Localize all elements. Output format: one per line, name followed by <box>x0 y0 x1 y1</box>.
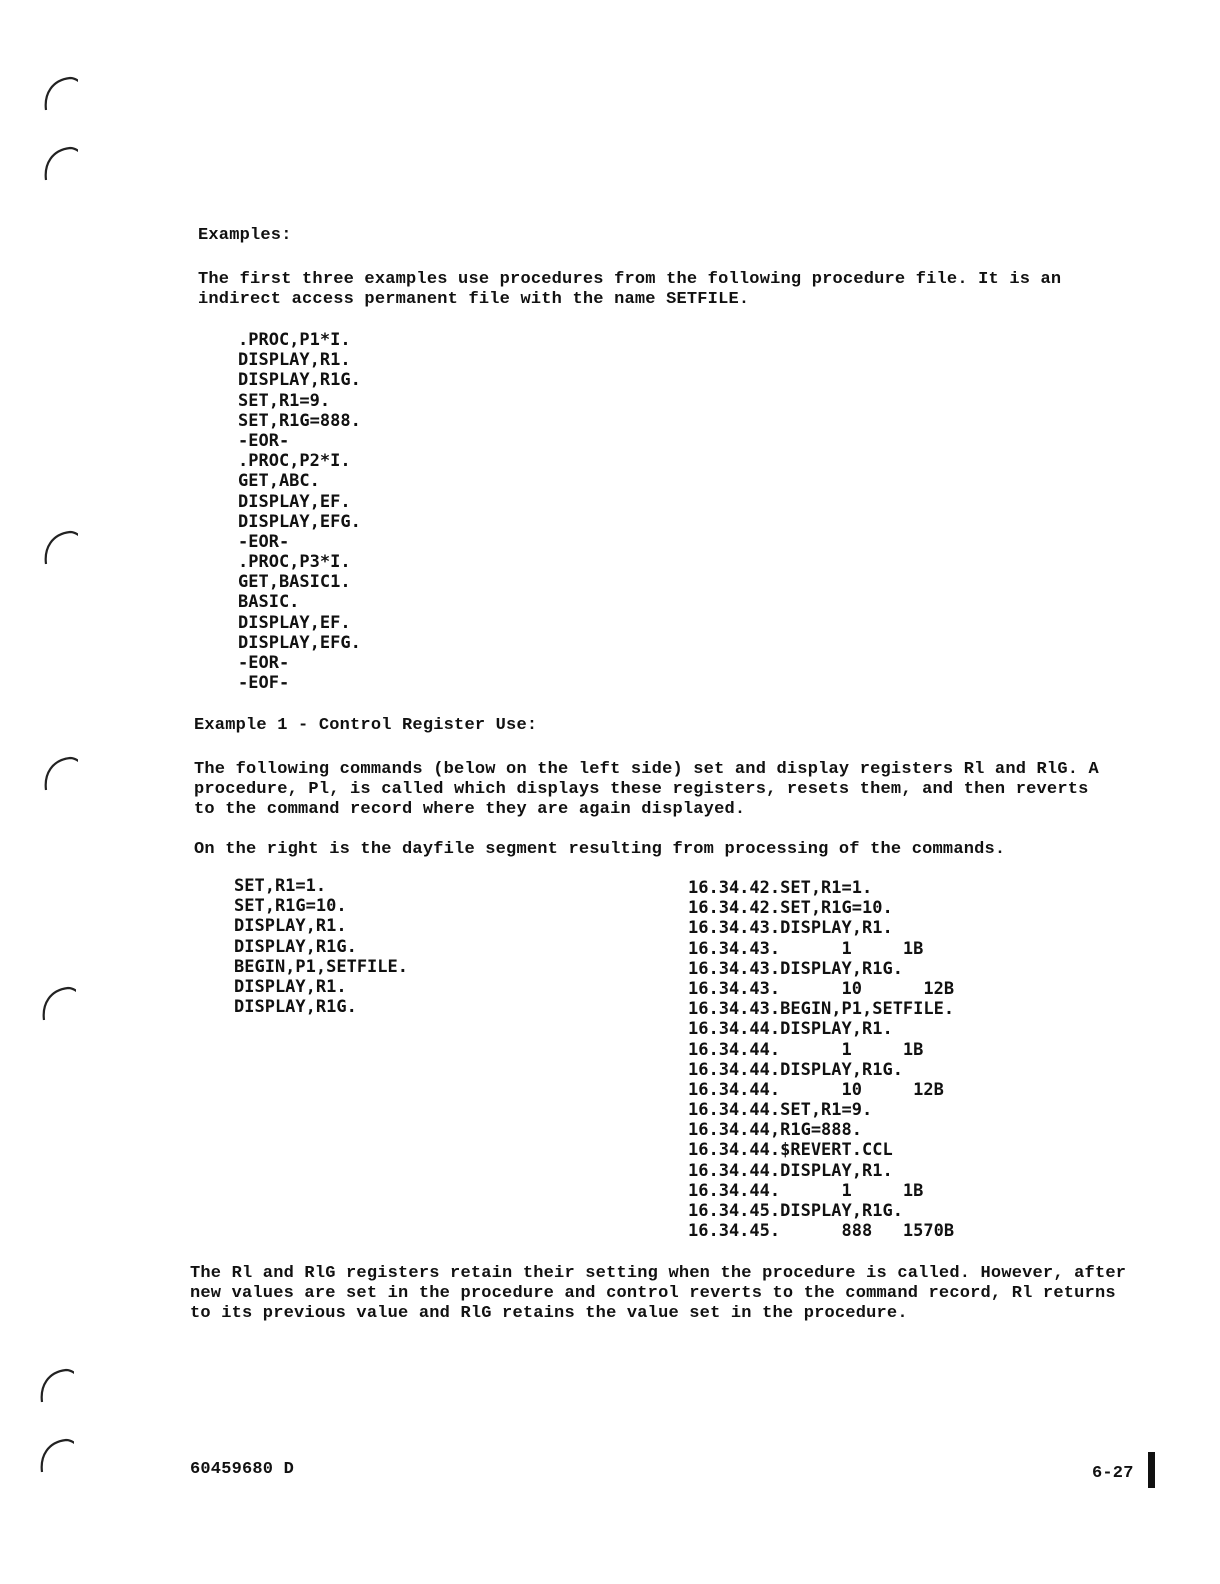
dayfile-intro-paragraph: On the right is the dayfile segment resulting from processing of the commands. <box>194 840 1006 859</box>
intro-paragraph: The first three examples use procedures from the following procedure file. It is an indirect access permanent file with the name SETFILE. <box>198 270 1062 309</box>
procedure-line: -EOR- <box>238 430 290 451</box>
procedure-line: DISPLAY,EFG. <box>238 632 361 653</box>
procedure-line: SET,R1=9. <box>238 390 331 411</box>
commands-listing <box>234 876 408 1017</box>
document-number: 60459680 D <box>190 1460 295 1479</box>
dayfile-line: 16.34.45.DISPLAY,R1G. <box>688 1201 903 1221</box>
dayfile-line: 16.34.43. 10 12B <box>688 978 955 999</box>
dayfile-line: 16.34.43. 1 1B <box>688 938 924 959</box>
page-number: 6-27 <box>1092 1464 1134 1483</box>
command-line: DISPLAY,R1G. <box>234 936 357 957</box>
dayfile-line: 16.34.43.BEGIN,P1,SETFILE. <box>688 999 955 1020</box>
procedure-line: DISPLAY,R1. <box>238 350 351 371</box>
command-line: SET,R1G=10. <box>234 896 347 917</box>
procedure-line: GET,ABC. <box>238 471 320 492</box>
punch-hole-mark <box>34 1366 74 1406</box>
procedure-line: DISPLAY,EFG. <box>238 511 361 532</box>
dayfile-line: 16.34.44.DISPLAY,R1. <box>688 1160 893 1181</box>
punch-hole-mark <box>34 1436 74 1476</box>
procedure-line: .PROC,P2*I. <box>238 451 351 472</box>
conclusion-paragraph: The Rl and RlG registers retain their setting when the procedure is called. However, after new values are set in the procedure and control reverts to the command record, Rl returns to its previous value and RlG retains the value set in the procedure. <box>190 1264 1127 1323</box>
example1-paragraph: The following commands (below on the left side) set and display registers Rl and RlG. A procedure, Pl, is called which displays these registers, resets them, and then reverts to the command record where they are again displayed. <box>194 760 1099 819</box>
procedure-line: .PROC,P1*I. <box>238 330 351 350</box>
punch-hole-mark <box>38 144 78 184</box>
punch-hole-mark <box>36 984 76 1024</box>
procedure-line: .PROC,P3*I. <box>238 552 351 573</box>
revision-bar <box>1148 1452 1155 1488</box>
punch-hole-mark <box>38 528 78 568</box>
procedure-line: BASIC. <box>238 592 300 613</box>
dayfile-line: 16.34.44.SET,R1=9. <box>688 1100 873 1121</box>
dayfile-line: 16.34.44. 10 12B <box>688 1079 944 1100</box>
procedure-line: GET,BASIC1. <box>238 572 351 593</box>
dayfile-listing <box>688 878 954 1241</box>
procedure-file-listing <box>238 330 361 693</box>
dayfile-line: 16.34.44.DISPLAY,R1. <box>688 1019 893 1040</box>
command-line: DISPLAY,R1. <box>234 916 347 937</box>
examples-heading: Examples: <box>198 226 292 245</box>
example1-heading: Example 1 - Control Register Use: <box>194 716 538 735</box>
dayfile-line: 16.34.44. 1 1B <box>688 1180 924 1201</box>
procedure-line: SET,R1G=888. <box>238 410 361 431</box>
dayfile-line: 16.34.44.DISPLAY,R1G. <box>688 1059 903 1080</box>
procedure-line: DISPLAY,EF. <box>238 612 351 633</box>
dayfile-line: 16.34.42.SET,R1=1. <box>688 878 873 898</box>
dayfile-line: 16.34.42.SET,R1G=10. <box>688 898 893 919</box>
dayfile-line: 16.34.44. 1 1B <box>688 1039 924 1060</box>
punch-hole-mark <box>38 74 78 114</box>
command-line: DISPLAY,R1. <box>234 976 347 997</box>
dayfile-line: 16.34.44,R1G=888. <box>688 1120 862 1141</box>
procedure-line: DISPLAY,EF. <box>238 491 351 512</box>
command-line: BEGIN,P1,SETFILE. <box>234 956 408 977</box>
command-line: SET,R1=1. <box>234 876 327 896</box>
dayfile-line: 16.34.43.DISPLAY,R1. <box>688 918 893 939</box>
procedure-line: -EOF- <box>238 673 290 694</box>
dayfile-line: 16.34.44.$REVERT.CCL <box>688 1140 893 1161</box>
punch-hole-mark <box>38 754 78 794</box>
dayfile-line: 16.34.43.DISPLAY,R1G. <box>688 958 903 979</box>
command-line: DISPLAY,R1G. <box>234 997 357 1018</box>
procedure-line: DISPLAY,R1G. <box>238 370 361 391</box>
procedure-line: -EOR- <box>238 531 290 552</box>
dayfile-line: 16.34.45. 888 1570B <box>688 1221 955 1242</box>
procedure-line: -EOR- <box>238 653 290 673</box>
